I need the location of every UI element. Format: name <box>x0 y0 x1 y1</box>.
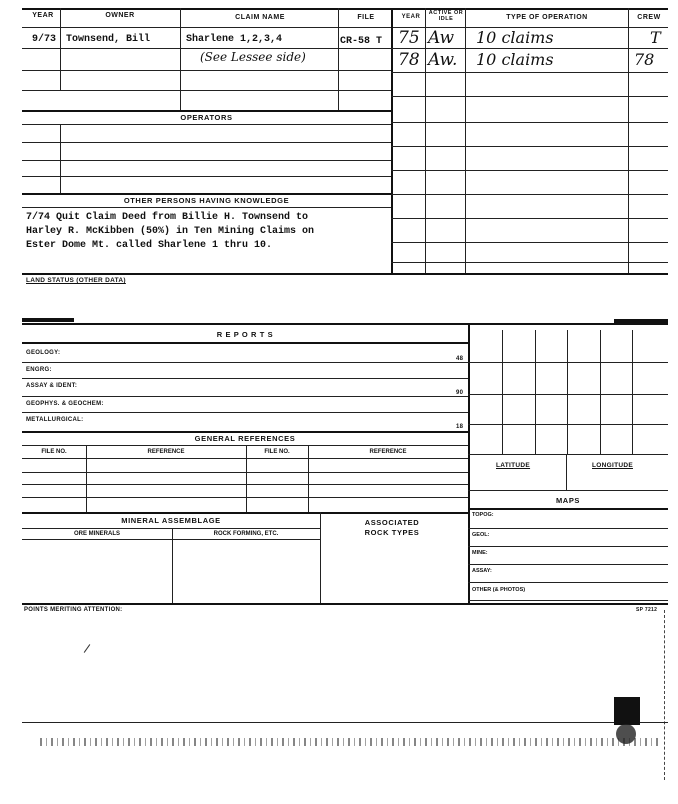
map-other: OTHER (& PHOTOS) <box>472 587 526 593</box>
activity-crew-2: 78 <box>634 50 655 69</box>
maps-title: MAPS <box>555 496 581 505</box>
ore-minerals-header: ORE MINERALS <box>73 531 120 537</box>
ref-reference-2: REFERENCE <box>369 449 407 455</box>
ref-file-no-1: FILE NO. <box>41 449 67 455</box>
entry-file: CR-58 T <box>340 36 383 47</box>
mineral-assemblage-title: MINERAL ASSEMBLAGE <box>121 516 221 525</box>
map-geol: GEOL: <box>472 532 490 538</box>
activity-operation-1: 10 claims <box>476 28 554 47</box>
report-geology: GEOLOGY: <box>26 350 61 356</box>
map-topog: TOPOG: <box>472 512 494 518</box>
activity-operation-2: 10 claims <box>476 50 554 69</box>
col-year2-header: YEAR <box>401 14 421 20</box>
report-metallurgical-code: 18 <box>456 424 464 430</box>
associated-rock-types: ASSOCIATED ROCK TYPES <box>364 518 420 537</box>
report-geology-code: 48 <box>456 356 464 362</box>
reports-title: R E P O R T S <box>216 330 274 339</box>
operators-title: OPERATORS <box>180 113 233 122</box>
report-metallurgical: METALLURGICAL: <box>26 417 84 423</box>
col-active-header: ACTIVE OR IDLE <box>428 10 464 22</box>
entry-claim-note: (See Lessee side) <box>200 50 306 64</box>
activity-year-1: 75 <box>398 28 420 48</box>
col-crew-header: CREW <box>637 14 661 21</box>
entry-claim-name: Sharlene 1,2,3,4 <box>186 34 283 45</box>
rock-forming-header: ROCK FORMING, ETC. <box>213 531 279 537</box>
land-status-label: LAND STATUS (OTHER DATA) <box>26 277 126 284</box>
report-assay: ASSAY & IDENT: <box>26 383 78 389</box>
report-engrg: ENGRG: <box>26 367 52 373</box>
other-persons-title: OTHER PERSONS HAVING KNOWLEDGE <box>123 196 290 205</box>
form-number: SP 7212 <box>636 607 658 613</box>
other-persons-line-3: Ester Dome Mt. called Sharlene 1 thru 10. <box>26 240 273 251</box>
general-references-title: GENERAL REFERENCES <box>194 434 296 443</box>
activity-year-2: 78 <box>398 50 420 70</box>
activity-status-1: Aw <box>428 28 455 48</box>
col-owner-header: OWNER <box>105 12 135 19</box>
entry-year: 9/73 <box>32 34 57 45</box>
ref-reference-1: REFERENCE <box>147 449 185 455</box>
ref-file-no-2: FILE NO. <box>264 449 290 455</box>
other-persons-line-1: 7/74 Quit Claim Deed from Billie H. Townsend to <box>26 212 309 223</box>
entry-owner: Townsend, Bill <box>66 34 151 45</box>
col-type-header: TYPE OF OPERATION <box>506 14 588 21</box>
other-persons-line-2: Harley R. McKibben (50%) in Ten Mining Claims on <box>26 226 315 237</box>
activity-crew-1: T <box>650 28 661 47</box>
longitude-label: LONGITUDE <box>592 462 633 469</box>
map-assay: ASSAY: <box>472 568 492 574</box>
activity-status-2: Aw. <box>428 50 458 70</box>
report-assay-code: 90 <box>456 390 464 396</box>
col-file-header: FILE <box>357 14 375 21</box>
map-mine: MINE: <box>472 550 488 556</box>
points-label: POINTS MERITING ATTENTION: <box>24 607 123 613</box>
latitude-label: LATITUDE <box>496 462 531 469</box>
col-claim-header: CLAIM NAME <box>235 14 285 21</box>
col-year-header: YEAR <box>32 12 54 19</box>
report-geophys: GEOPHYS. & GEOCHEM: <box>26 401 104 407</box>
